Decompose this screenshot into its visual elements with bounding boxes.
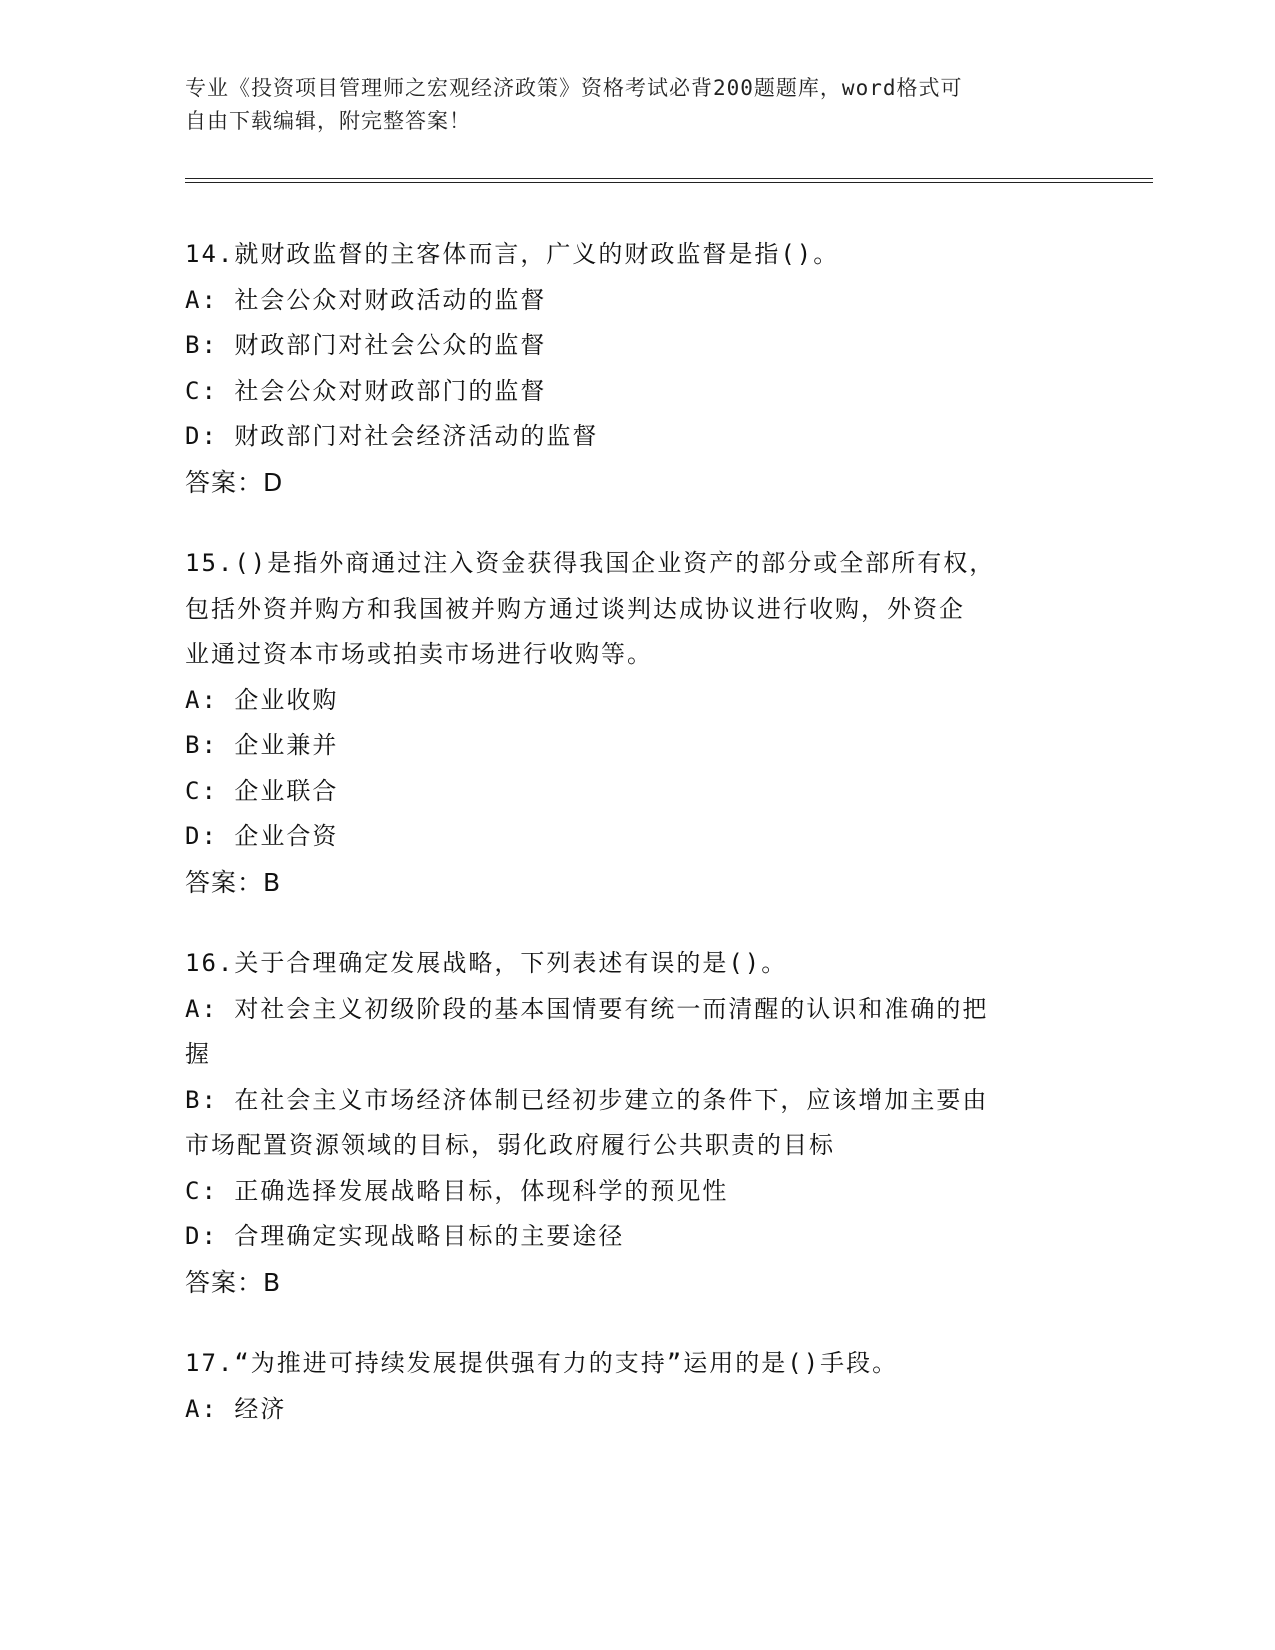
option-text: A: 企业收购 <box>185 685 339 714</box>
option-text: D: 企业合资 <box>185 822 339 850</box>
question-text: 15.()是指外商通过注入资金获得我国企业资产的部分或全部所有权， <box>185 549 996 577</box>
option-text: A: 社会公众对财政活动的监督 <box>185 285 547 314</box>
option-text: B: 企业兼并 <box>185 731 339 759</box>
question-block <box>185 232 1085 505</box>
option-text: D: 财政部门对社会经济活动的监督 <box>185 422 599 450</box>
option-text: C: 企业联合 <box>185 776 339 805</box>
option-text: B: 在社会主义市场经济体制已经初步建立的条件下，应该增加主要由 <box>185 1085 989 1114</box>
option-text: C: 正确选择发展战略目标，体现科学的预见性 <box>185 1176 729 1205</box>
question-block <box>185 1341 1085 1432</box>
question-text: 17.“为推进可持续发展提供强有力的支持”运用的是()手段。 <box>185 1349 899 1377</box>
option-text: D: 合理确定实现战略目标的主要途径 <box>185 1222 625 1250</box>
option-text: 市场配置资源领域的目标，弱化政府履行公共职责的目标 <box>185 1131 835 1159</box>
question-text: 16.关于合理确定发展战略，下列表述有误的是()。 <box>185 949 788 977</box>
question-text: 14.就财政监督的主客体而言，广义的财政监督是指()。 <box>185 240 840 268</box>
answer-text: 答案：D <box>185 467 284 497</box>
answer-text: 答案：B <box>185 867 282 897</box>
question-text: 包括外资并购方和我国被并购方通过谈判达成协议进行收购，外资企 <box>185 594 965 623</box>
option-text: C: 社会公众对财政部门的监督 <box>185 376 547 405</box>
question-block <box>185 541 1085 905</box>
question-text: 业通过资本市场或拍卖市场进行收购等。 <box>185 640 653 668</box>
option-text: A: 对社会主义初级阶段的基本国情要有统一而清醒的认识和准确的把 <box>185 994 989 1023</box>
header-divider <box>185 178 1153 183</box>
header-line-2: 自由下载编辑，附完整答案！ <box>185 109 471 133</box>
document-header <box>185 72 1065 138</box>
option-text: 握 <box>185 1040 211 1068</box>
header-line-1: 专业《投资项目管理师之宏观经济政策》资格考试必背200题题库，word格式可 <box>185 76 963 100</box>
question-block <box>185 941 1085 1305</box>
option-text: B: 财政部门对社会公众的监督 <box>185 331 547 359</box>
option-text: A: 经济 <box>185 1394 287 1423</box>
answer-text: 答案：B <box>185 1267 282 1297</box>
question-list <box>185 232 1085 1468</box>
